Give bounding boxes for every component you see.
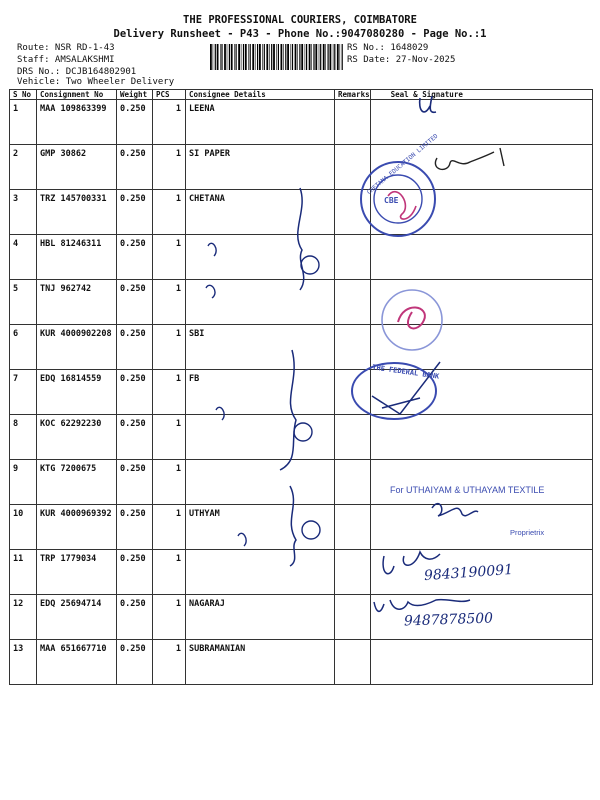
weight-cell: 0.250	[117, 370, 153, 415]
weight-cell: 0.250	[117, 280, 153, 325]
consignment-cell: KOC 62292230	[37, 415, 117, 460]
consignment-cell: EDQ 25694714	[37, 595, 117, 640]
chetana-stamp-text: CHETANA EDUCATION LIMITED	[365, 132, 440, 197]
weight-cell: 0.250	[117, 550, 153, 595]
consignee-cell: CHETANA	[186, 190, 335, 235]
signature-row-2	[435, 148, 504, 169]
sno-cell: 6	[10, 325, 37, 370]
consignment-cell: KTG 7200675	[37, 460, 117, 505]
sno-cell: 10	[10, 505, 37, 550]
handwritten-phone-row-12: 9843190091	[423, 561, 514, 585]
consignment-cell: MAA 651667710	[37, 640, 117, 685]
signature-row-1	[420, 96, 436, 112]
sno-cell: 7	[10, 370, 37, 415]
document-subtitle: Delivery Runsheet - P43 - Phone No.:9047080280 - Page No.:1	[113, 28, 487, 40]
consignee-cell: SI PAPER	[186, 145, 335, 190]
signature-row-10	[432, 504, 478, 516]
drs-label: DRS No.: DCJB164802901	[17, 67, 137, 77]
col-consignee: Consignee Details	[186, 90, 335, 100]
weight-cell: 0.250	[117, 640, 153, 685]
document-title: THE PROFESSIONAL COURIERS, COIMBATORE	[183, 14, 417, 26]
pcs-cell: 1	[153, 415, 186, 460]
signature-row-13	[374, 600, 470, 612]
consignee-cell: FB	[186, 370, 335, 415]
staff-label: Staff: AMSALAKSHMI	[17, 55, 115, 65]
consignee-cell: SUBRAMANIAN	[186, 640, 335, 685]
weight-cell: 0.250	[117, 460, 153, 505]
weight-cell: 0.250	[117, 235, 153, 280]
handwritten-phone-row-13: 9487878500	[403, 610, 494, 630]
col-sno: S No	[10, 90, 37, 100]
col-seal: Seal & Signature	[370, 90, 592, 100]
col-pcs: PCS	[153, 90, 186, 100]
pcs-cell: 1	[153, 595, 186, 640]
pcs-cell: 1	[153, 460, 186, 505]
weight-cell: 0.250	[117, 190, 153, 235]
col-remarks: Remarks	[335, 90, 371, 100]
chetana-stamp-code: CBE	[384, 196, 399, 205]
uthaiyam-stamp-text: For UTHAIYAM & UTHAYAM TEXTILE	[390, 485, 545, 495]
pcs-cell: 1	[153, 145, 186, 190]
consignment-cell: TNJ 962742	[37, 280, 117, 325]
sno-cell: 8	[10, 415, 37, 460]
weight-cell: 0.250	[117, 100, 153, 145]
sno-cell: 4	[10, 235, 37, 280]
consignee-cell: UTHYAM	[186, 505, 335, 550]
col-consignment: Consignment No	[37, 90, 117, 100]
pcs-cell: 1	[153, 370, 186, 415]
consignment-cell: HBL 81246311	[37, 235, 117, 280]
pcs-cell: 1	[153, 280, 186, 325]
vehicle-label: Vehicle: Two Wheeler Delivery	[17, 77, 175, 87]
sno-cell: 5	[10, 280, 37, 325]
sno-cell: 12	[10, 595, 37, 640]
sno-cell: 1	[10, 100, 37, 145]
pcs-cell: 1	[153, 325, 186, 370]
rs-number: RS No.: 1648029	[347, 43, 429, 53]
route-label: Route: NSR RD-1-43	[17, 43, 115, 53]
pcs-cell: 1	[153, 640, 186, 685]
pcs-cell: 1	[153, 100, 186, 145]
consignee-cell: NAGARAJ	[186, 595, 335, 640]
consignment-cell: KUR 4000902208	[37, 325, 117, 370]
pcs-cell: 1	[153, 235, 186, 280]
sno-cell: 2	[10, 145, 37, 190]
consignment-cell: KUR 4000969392	[37, 505, 117, 550]
weight-cell: 0.250	[117, 145, 153, 190]
pcs-cell: 1	[153, 550, 186, 595]
federal-stamp-text: THE FEDERAL BANK	[371, 363, 440, 381]
weight-cell: 0.250	[117, 595, 153, 640]
weight-cell: 0.250	[117, 415, 153, 460]
bank-stamp	[382, 290, 442, 350]
weight-cell: 0.250	[117, 505, 153, 550]
consignment-cell: MAA 109863399	[37, 100, 117, 145]
consignment-cell: GMP 30862	[37, 145, 117, 190]
col-weight: Weight	[117, 90, 153, 100]
pcs-cell: 1	[153, 190, 186, 235]
sno-cell: 13	[10, 640, 37, 685]
rs-date: RS Date: 27-Nov-2025	[347, 55, 456, 65]
weight-cell: 0.250	[117, 325, 153, 370]
pcs-cell: 1	[153, 505, 186, 550]
sno-cell: 11	[10, 550, 37, 595]
sno-cell: 9	[10, 460, 37, 505]
consignment-cell: TRZ 145700331	[37, 190, 117, 235]
consignment-cell: TRP 1779034	[37, 550, 117, 595]
sno-cell: 3	[10, 190, 37, 235]
consignee-cell: SBI	[186, 325, 335, 370]
proprietrix-text: Proprietrix	[510, 528, 545, 537]
consignee-cell: LEENA	[186, 100, 335, 145]
consignment-cell: EDQ 16814559	[37, 370, 117, 415]
